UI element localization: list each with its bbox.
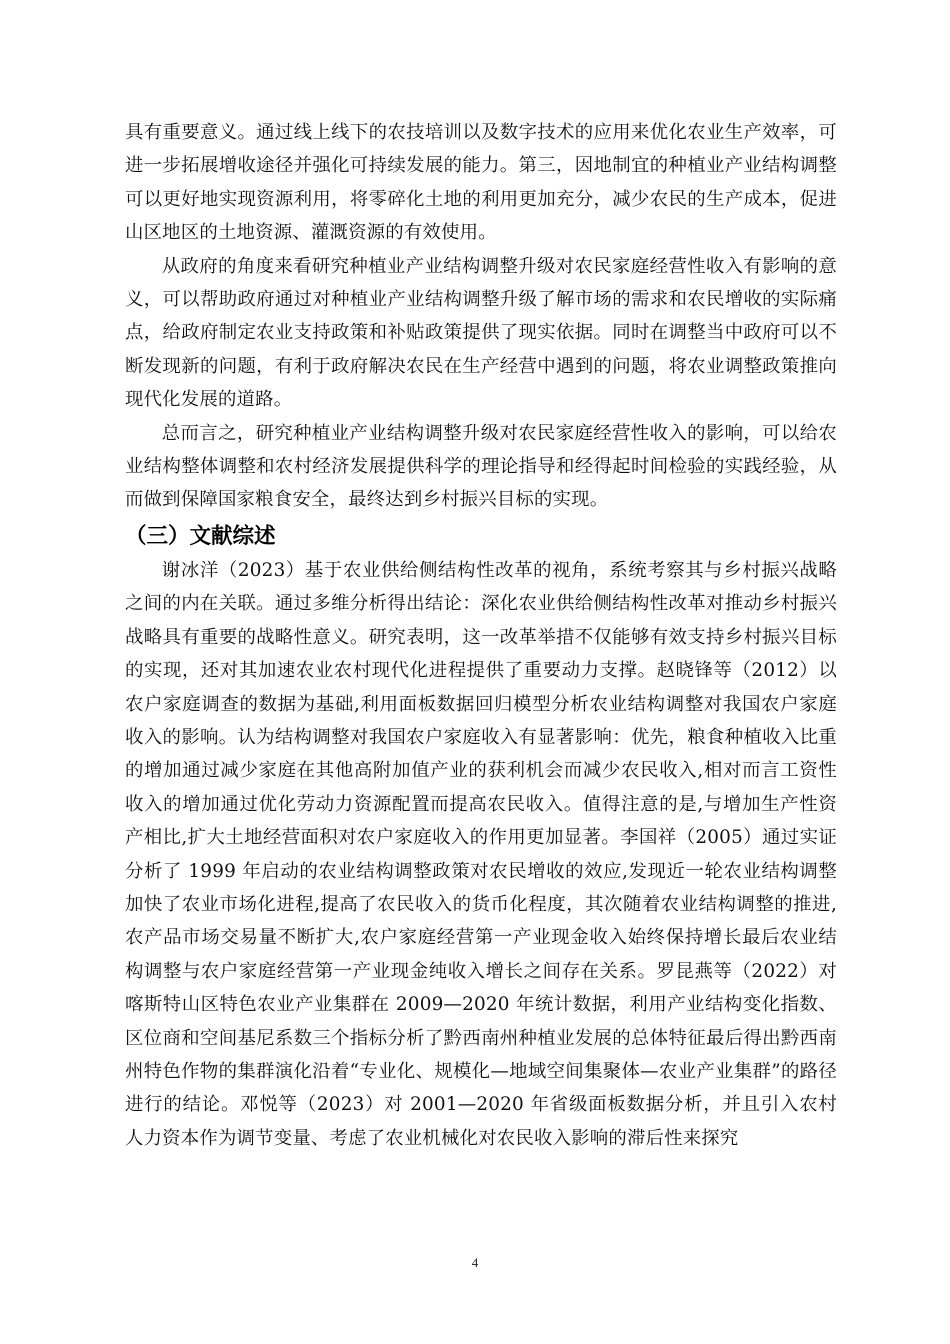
paragraph-continued: 具有重要意义。通过线上线下的农技培训以及数字技术的应用来优化农业生产效率，可进一步拓展增收途径并强化可持续发展的能力。第三，因地制宜的种植业产业结构调整可以更好地实现资源利用，将零碎化土地的利用更加充分，减少农民的生产成本，促进山区地区的土地资源、灌溉资源的有效使用。 [125, 122, 837, 244]
page-body [125, 116, 837, 1155]
paragraph-summary: 总而言之，研究种植业产业结构调整升级对农民家庭经营性收入的影响，可以给农业结构整体调整和农村经济发展提供科学的理论指导和经得起时间检验的实践经验，从而做到保障国家粮食安全，最终达到乡村振兴目标的实现。 [125, 422, 837, 511]
page-number: 4 [471, 1255, 479, 1270]
paragraph-literature-review: 谢冰洋（2023）基于农业供给侧结构性改革的视角，系统考察其与乡村振兴战略之间的内在关联。通过多维分析得出结论：深化农业供给侧结构性改革对推动乡村振兴战略具有重要的战略性意义。研究表明，这一改革举措不仅能够有效支持乡村振兴目标的实现，还对其加速农业农村现代化进程提供了重要动力支撑。赵晓锋等（2012）以农户家庭调查的数据为基础,利用面板数据回归模型分析农业结构调整对我国农户家庭收入的影响。认为结构调整对我国农户家庭收入有显著影响：优先，粮食种植收入比重的增加通过减少家庭在其他高附加值产业的获利机会而减少农民收入,相对而言工资性收入的增加通过优化劳动力资源配置而提高农民收入。值得注意的是,与增加生产性资产相比,扩大土地经营面积对农户家庭收入的作用更加显著。李国祥（2005）通过实证分析了 1999 年启动的农业结构调整政策对农民增收的效应,发现近一轮农业结构调整加快了农业市场化进程,提高了农民收入的货币化程度，其次随着农业结构调整的推进,农产品市场交易量不断扩大,农户家庭经营第一产业现金收入始终保持增长最后农业结构调整与农户家庭经营第一产业现金纯收入增长之间存在关系。罗昆燕等（2022）对喀斯特山区特色农业产业集群在 2009—2020 年统计数据，利用产业结构变化指数、区位商和空间基尼系数三个指标分析了黔西南州种植业发展的总体特征最后得出黔西南州特色作物的集群演化沿着“专业化、规模化—地域空间集聚体—农业产业集群”的路径进行的结论。邓悦等（2023）对 2001—2020 年省级面板数据分析，并且引入农村人力资本作为调节变量、考虑了农业机械化对农民收入影响的滞后性来探究 [125, 559, 837, 1149]
section-heading: （三）文献综述 [125, 523, 276, 549]
paragraph-government-perspective: 从政府的角度来看研究种植业产业结构调整升级对农民家庭经营性收入有影响的意义，可以帮助政府通过对种植业产业结构调整升级了解市场的需求和农民增收的实际痛点，给政府制定农业支持政策和补贴政策提供了现实依据。同时在调整当中政府可以不断发现新的问题，有利于政府解决农民在生产经营中遇到的问题，将农业调整政策推向现代化发展的道路。 [125, 255, 837, 411]
